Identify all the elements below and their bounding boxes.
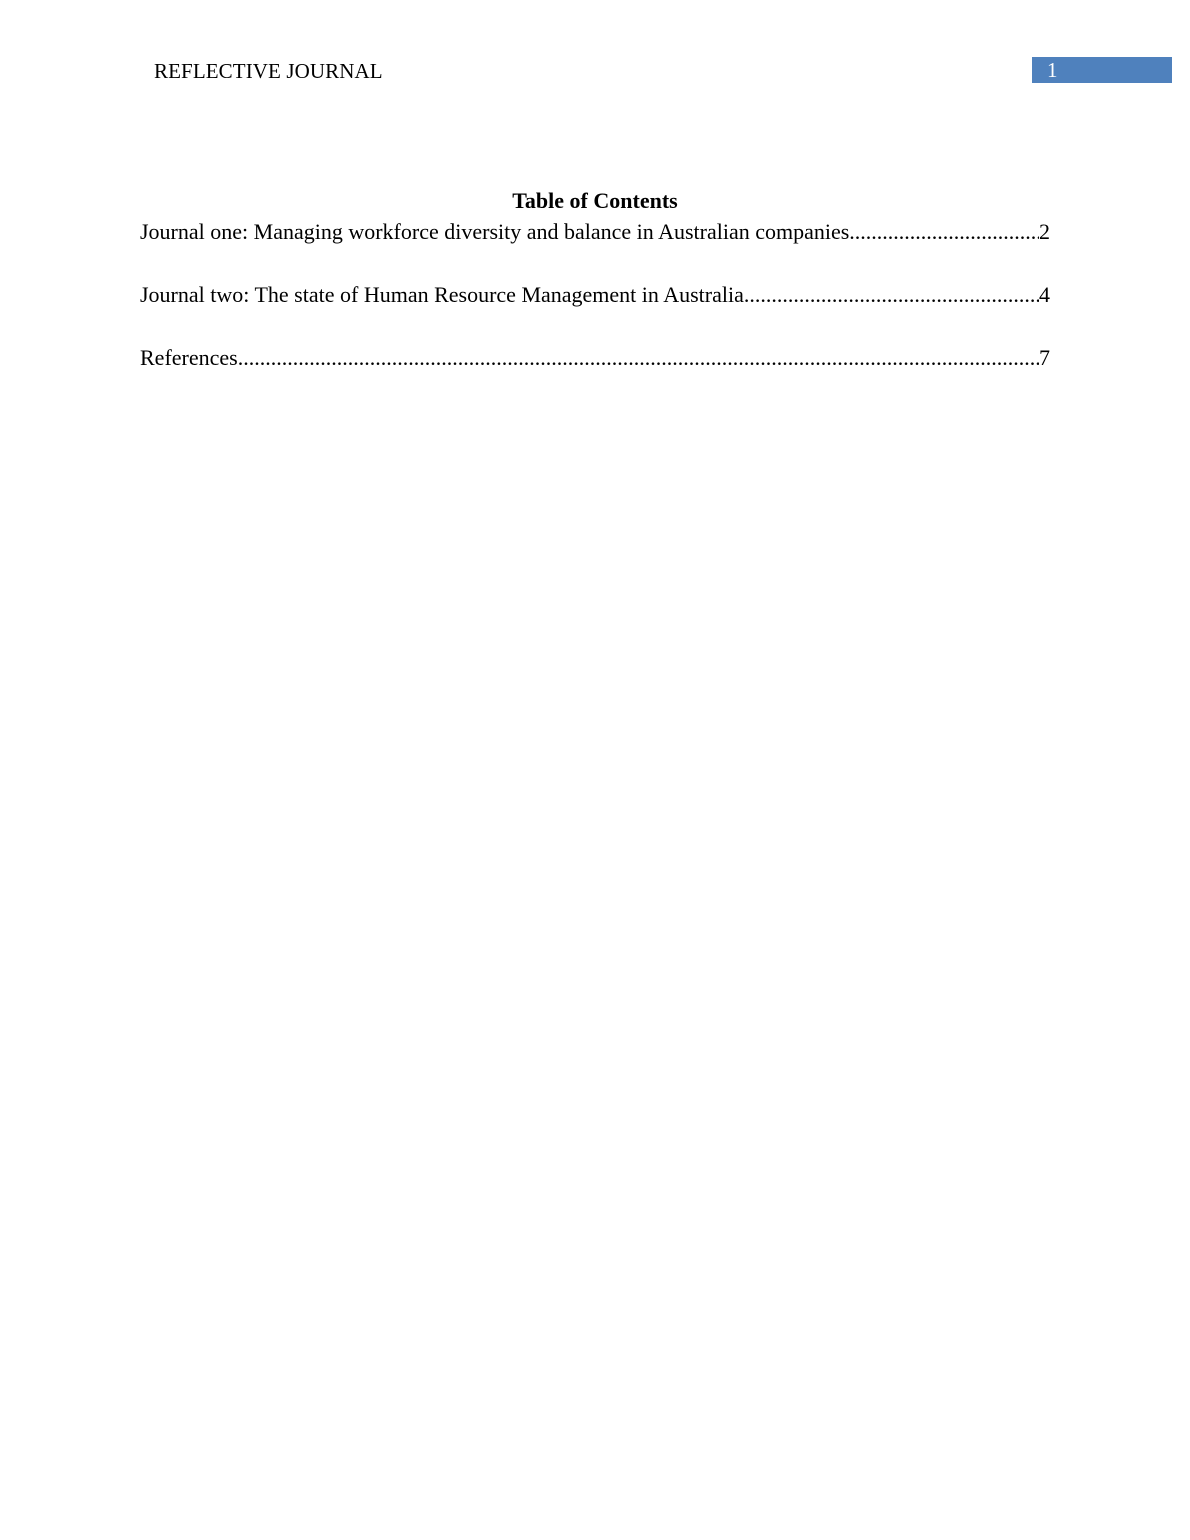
toc-entry-page: 2 — [1039, 219, 1050, 244]
toc-entry-journal-two[interactable] — [140, 281, 1050, 309]
toc-entry-title: Journal two: The state of Human Resource Management in Australia — [140, 282, 744, 307]
page-number: 1 — [1047, 58, 1058, 82]
toc-entry-title: Journal one: Managing workforce diversity and balance in Australian companies — [140, 219, 850, 244]
toc-dot-leader — [744, 281, 1039, 309]
running-head: REFLECTIVE JOURNAL — [154, 59, 383, 83]
toc-entry-page: 4 — [1039, 282, 1050, 307]
page-number-box — [1032, 57, 1172, 83]
toc-entry-references[interactable] — [140, 344, 1050, 372]
toc-dot-leader — [238, 344, 1039, 372]
toc-entry-journal-one[interactable] — [140, 218, 1050, 246]
toc-entry-title: References — [140, 345, 238, 370]
toc-dot-leader — [849, 218, 1039, 246]
toc-title: Table of Contents — [512, 188, 678, 213]
toc-entry-page: 7 — [1039, 345, 1050, 370]
toc-list — [140, 218, 1050, 407]
